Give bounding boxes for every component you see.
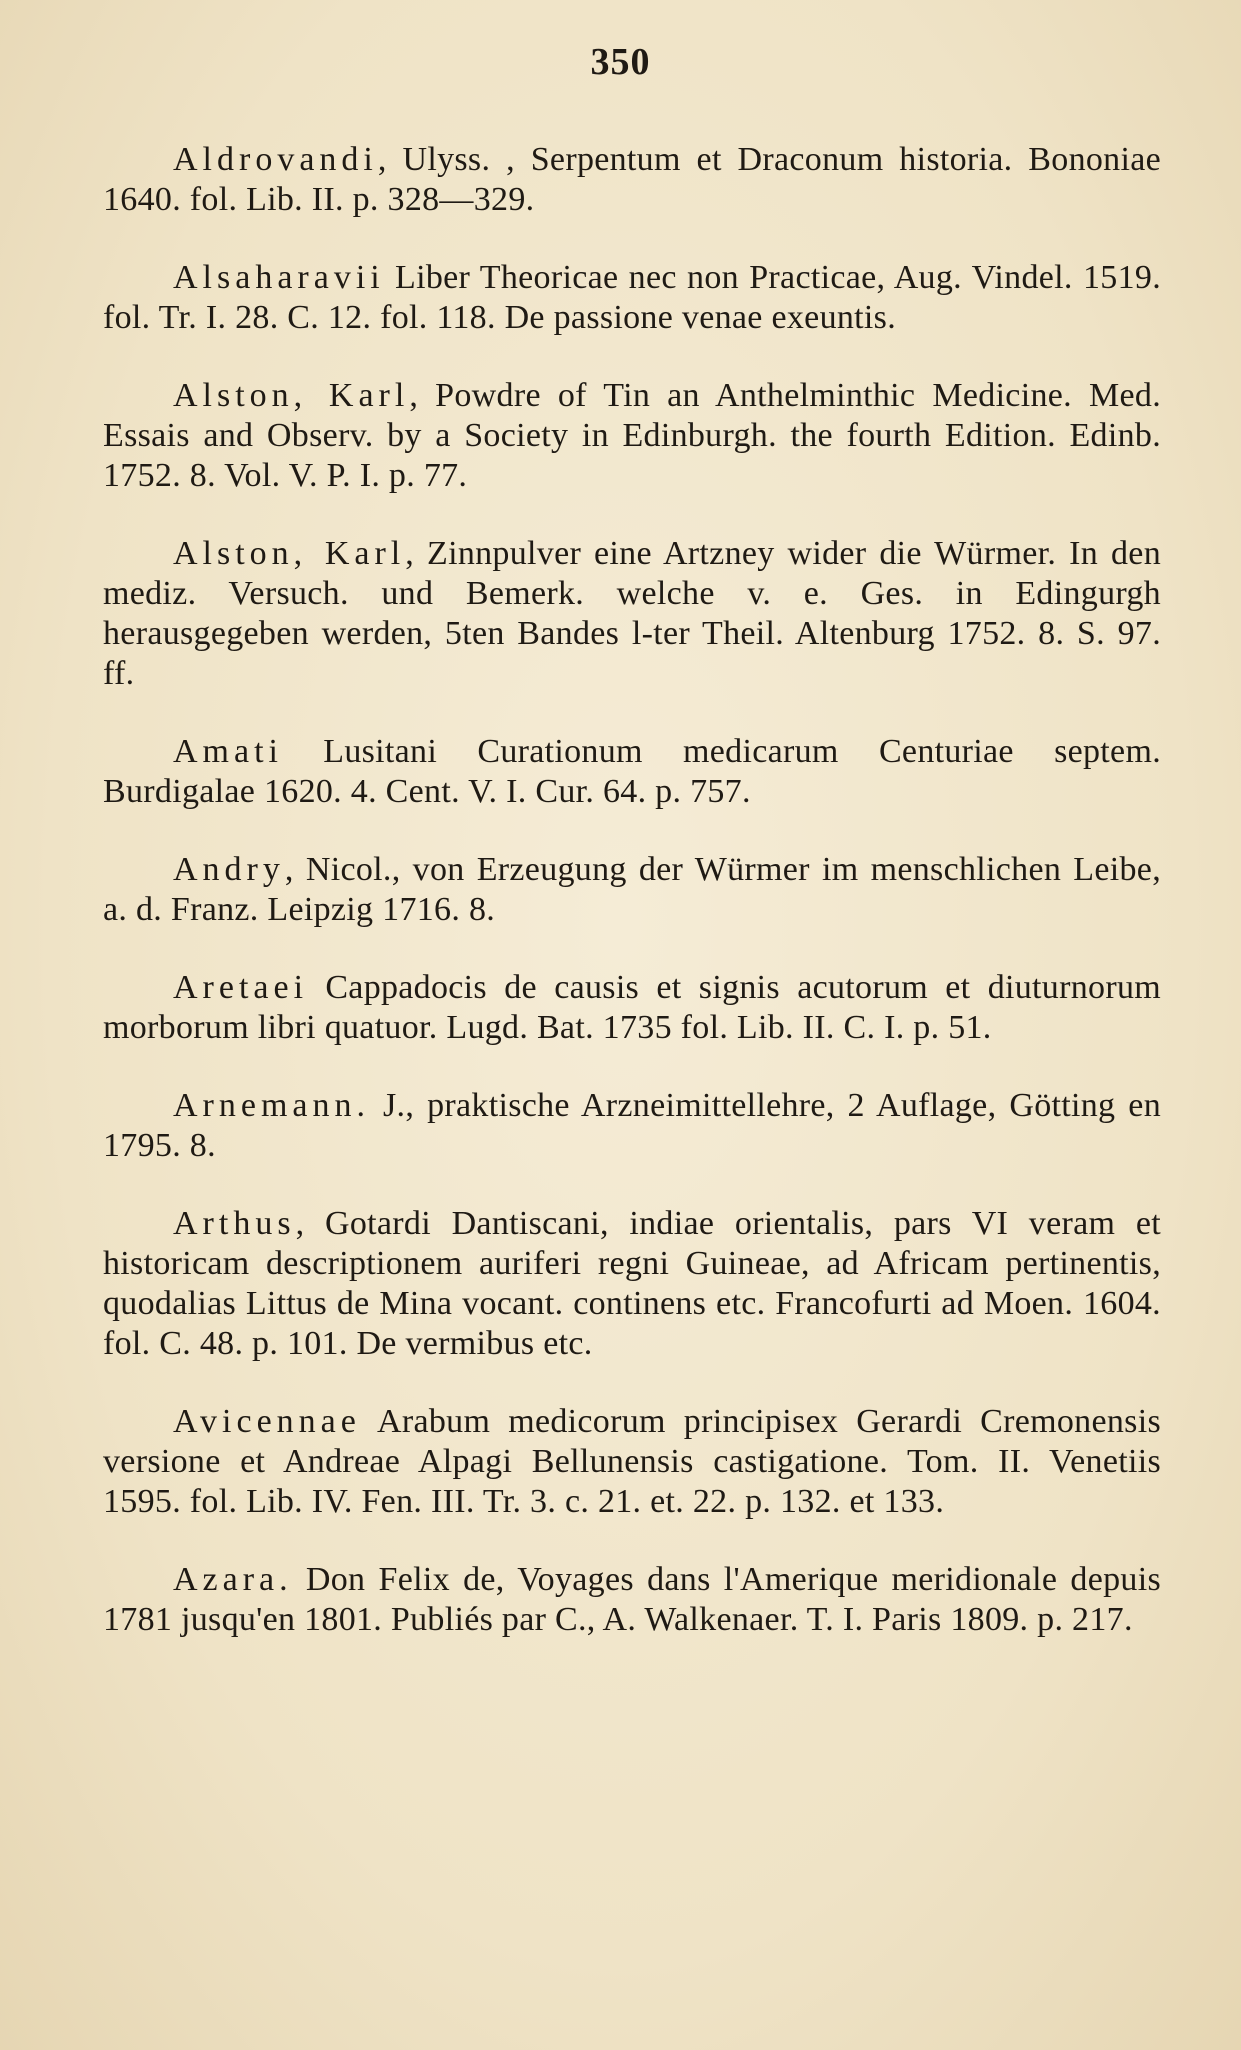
entry-author: Azara. [173,1561,293,1598]
bibliography-entry [103,1560,1161,1640]
page-number: 350 [590,41,651,83]
entry-text: , Powdre of Tin an Anthelminthic Medicine. Med. Essais and Observ. by a Society in Edinburgh. the fourth Edition. Edinb. 1752. 8. Vol. V. P. I. p. 77. [103,377,1161,494]
entry-text: J., praktische Arzneimittellehre, 2 Auflage, Götting en 1795. 8. [103,1087,1161,1164]
bibliography-entry [103,534,1161,694]
bibliography-entry [103,850,1161,930]
entry-text: , Nicol., von Erzeugung der Würmer im menschlichen Leibe, a. d. Franz. Leipzig 1716. 8. [103,851,1161,928]
entry-text: Lusitani Curationum medicarum Centuriae septem. Burdigalae 1620. 4. Cent. V. I. Cur. 64. p. 757. [103,733,1161,810]
entry-text: Don Felix de, Voyages dans l'Amerique meridionale depuis 1781 jusqu'en 1801. Publiés par C., A. Walkenaer. T. I. Paris 1809. p. 217. [103,1561,1161,1638]
entry-author: Alston, Karl [173,377,410,414]
bibliography-entry [103,258,1161,338]
entry-text: Cappadocis de causis et signis acutorum et diuturnorum morborum libri quatuor. Lugd. Bat. 1735 fol. Lib. II. C. I. p. 51. [103,969,1161,1046]
entry-author: Avicennae [173,1403,361,1440]
entry-text: Arabum medicorum principisex Gerardi Cremonensis versione et Andreae Alpagi Bellunensis castigatione. Tom. II. Venetiis 1595. fol. Lib. IV. Fen. III. Tr. 3. c. 21. et. 22. p. 132. et 133. [103,1403,1161,1520]
entry-author: Aldrovandi [173,141,378,178]
bibliography-entry [103,968,1161,1048]
bibliography-entry [103,732,1161,812]
bibliography-entry [103,1402,1161,1522]
entry-author: Andry [173,851,285,888]
entry-author: Amati [173,733,283,770]
entry-text: Liber Theoricae nec non Practicae, Aug. Vindel. 1519. fol. Tr. I. 28. C. 12. fol. 118. De passione venae exeuntis. [103,259,1161,336]
entry-author: Arnemann. [173,1087,371,1124]
bibliography-list [103,140,1161,1678]
entry-text: , Ulyss. , Serpentum et Draconum historia. Bononiae 1640. fol. Lib. II. p. 328—329. [103,141,1161,218]
entry-author: Aretaei [173,969,309,1006]
entry-author: Arthus [173,1205,296,1242]
entry-author: Alston, Karl [173,535,406,572]
bibliography-entry [103,1086,1161,1166]
entry-text: , Gotardi Dantiscani, indiae orientalis, pars VI veram et historicam descriptionem auriferi regni Guineae, ad Africam pertinentis, quodalias Littus de Mina vocant. continens etc. Francofurti ad Moen. 1604. fol. C. 48. p. 101. De vermibus etc. [103,1205,1161,1362]
bibliography-entry [103,1204,1161,1364]
bibliography-entry [103,376,1161,496]
entry-author: Alsaharavii [173,259,385,296]
bibliography-entry [103,140,1161,220]
entry-text: , Zinnpulver eine Artzney wider die Würmer. In den mediz. Versuch. und Bemerk. welche v. e. Ges. in Edingurgh herausgegeben werden, 5ten Bandes l-ter Theil. Altenburg 1752. 8. S. 97. ff. [103,535,1161,692]
